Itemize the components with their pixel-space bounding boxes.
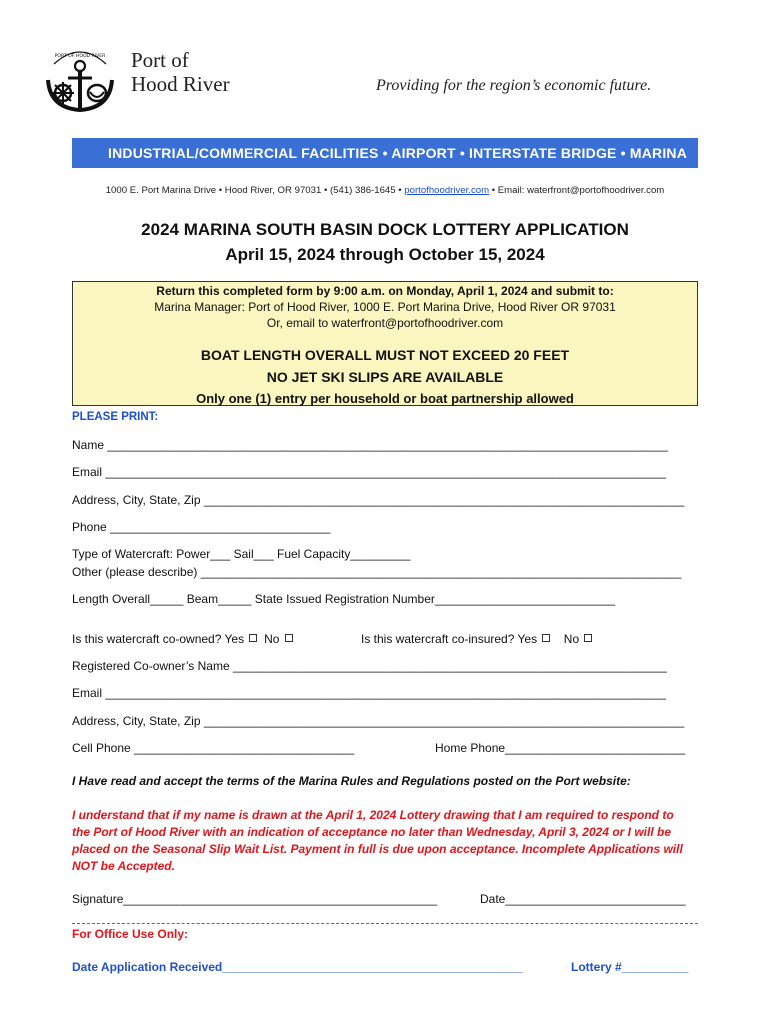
please-print-label: PLEASE PRINT: [72, 411, 159, 423]
watercraft-type-field[interactable]: Type of Watercraft: Power___ Sail___ Fuel Capacity_________ [72, 547, 411, 561]
office-use-heading: For Office Use Only: [72, 927, 189, 941]
lottery-number-field: Lottery #__________ [571, 960, 689, 974]
home-phone-field[interactable]: Home Phone___________________________ [435, 741, 686, 755]
office-divider [72, 923, 698, 924]
manager-address: Marina Manager: Port of Hood River, 1000 E. Port Marina Drive, Hood River OR 97031 [154, 300, 616, 314]
signature-field[interactable]: Signature_______________________________________________ [72, 892, 438, 906]
port-name-line1: Port of [131, 48, 189, 72]
coinsured-question [361, 632, 592, 646]
coowned-no-label: No [264, 632, 280, 646]
coowned-yes-checkbox[interactable] [249, 634, 257, 642]
contact-line [0, 185, 770, 196]
phone-field[interactable]: Phone _________________________________ [72, 520, 331, 534]
port-name-line2: Hood River [131, 72, 230, 96]
svg-text:PORT OF HOOD RIVER: PORT OF HOOD RIVER [54, 54, 106, 59]
email-instructions: Or, email to waterfront@portofhoodriver.com [266, 316, 504, 330]
coowner-name-field[interactable]: Registered Co-owner’s Name _________________________________________________________________ [72, 659, 667, 673]
email-field[interactable]: Email ____________________________________________________________________________________ [72, 465, 666, 479]
website-link[interactable]: portofhoodriver.com [404, 185, 490, 196]
coinsured-label: Is this watercraft co-insured? Yes [361, 632, 538, 646]
acceptance-statement-line1: I understand that if my name is drawn at the April 1, 2024 Lottery drawing that I am required to respond to [72, 808, 674, 822]
date-received-field: Date Application Received_____________________________________________ [72, 960, 523, 974]
jetski-rule: NO JET SKI SLIPS ARE AVAILABLE [266, 369, 504, 385]
contact-email: • Email: waterfront@portofhoodriver.com [489, 185, 665, 196]
port-name [131, 48, 230, 96]
date-field[interactable]: Date___________________________ [480, 892, 686, 906]
port-logo-icon [40, 46, 120, 118]
other-description-field[interactable]: Other (please describe) ________________________________________________________________________ [72, 565, 682, 579]
acceptance-statement-line3: placed on the Seasonal Slip Wait List. Payment in full is due upon acceptance. Incomplete Applications will [72, 842, 683, 856]
dimensions-field[interactable]: Length Overall_____ Beam_____ State Issued Registration Number___________________________ [72, 592, 616, 606]
address-field[interactable]: Address, City, State, Zip ________________________________________________________________________ [72, 493, 685, 507]
application-title: 2024 MARINA SOUTH BASIN DOCK LOTTERY APPLICATION [141, 220, 629, 239]
coowner-email-field[interactable]: Email ____________________________________________________________________________________ [72, 686, 666, 700]
coinsured-no-label: No [563, 632, 580, 646]
notice-box [72, 281, 698, 406]
coowned-no-checkbox[interactable] [285, 634, 293, 642]
banner-text: INDUSTRIAL/COMMERCIAL FACILITIES • AIRPORT • INTERSTATE BRIDGE • MARINA [108, 145, 688, 161]
coinsured-yes-checkbox[interactable] [542, 634, 550, 642]
coowned-label: Is this watercraft co-owned? Yes [72, 632, 245, 646]
coowner-address-field[interactable]: Address, City, State, Zip ________________________________________________________________________ [72, 714, 685, 728]
application-dates: April 15, 2024 through October 15, 2024 [225, 245, 545, 264]
terms-statement: I Have read and accept the terms of the Marina Rules and Regulations posted on the Port website: [72, 774, 631, 788]
acceptance-statement-line4: NOT be Accepted. [72, 859, 175, 873]
acceptance-statement-line2: the Port of Hood River with an indication of acceptance no later than Wednesday, April 3, 2024 or I will be [72, 825, 672, 839]
tagline: Providing for the region’s economic future. [376, 77, 652, 94]
contact-address: 1000 E. Port Marina Drive • Hood River, OR 97031 • (541) 386-1645 • [105, 185, 405, 196]
services-banner [72, 138, 698, 168]
coowned-question [72, 632, 293, 646]
cell-phone-field[interactable]: Cell Phone _________________________________ [72, 741, 355, 755]
return-instructions: Return this completed form by 9:00 a.m. on Monday, April 1, 2024 and submit to: [156, 284, 614, 298]
length-rule: BOAT LENGTH OVERALL MUST NOT EXCEED 20 FEET [200, 347, 570, 363]
coinsured-no-checkbox[interactable] [584, 634, 592, 642]
entry-rule: Only one (1) entry per household or boat partnership allowed [196, 391, 574, 406]
name-field[interactable]: Name ____________________________________________________________________________________ [72, 438, 668, 452]
